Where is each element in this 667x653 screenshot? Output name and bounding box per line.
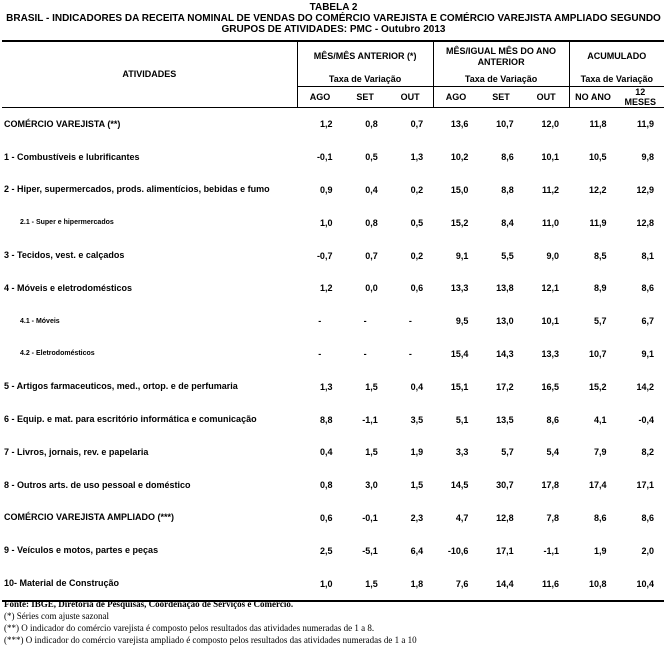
value-cell: 12,8: [496, 512, 514, 523]
value-cell: 2,5: [319, 545, 333, 556]
value-cell: 1,3: [410, 152, 424, 163]
value-cell: 8,5: [593, 250, 607, 261]
value-cell: 7,9: [593, 447, 607, 458]
value-cell: 4,1: [593, 414, 607, 425]
activity-label: 7 - Livros, jornais, rev. e papelaria: [4, 446, 149, 457]
footnote-retail: (**) O indicador do comércio varejista é composto pelos resultados das atividades numeradas de 1 a 8.: [4, 623, 375, 633]
value-cell: 0,2: [410, 250, 424, 261]
value-cell: 0,8: [365, 119, 378, 130]
value-cell: 13,5: [496, 414, 514, 425]
value-cell: 8,4: [501, 217, 514, 228]
activity-label: 3 - Tecidos, vest. e calçados: [4, 250, 125, 261]
activity-label: 5 - Artigos farmaceuticos, med., ortop. e de perfumaria: [4, 381, 238, 392]
value-cell: 1,0: [297, 567, 342, 601]
value-cell: 5,4: [546, 447, 560, 458]
period-header: OUT: [388, 87, 433, 108]
value-cell: -: [408, 348, 412, 359]
value-cell: 11,9: [636, 119, 654, 130]
value-cell: 0,8: [319, 480, 333, 491]
table-number: TABELA 2: [309, 2, 358, 13]
value-cell: -0,4: [638, 414, 654, 425]
value-cell: 10,1: [541, 316, 560, 327]
value-cell: 8,6: [501, 152, 514, 163]
activity-label: 1 - Combustíveis e lubrificantes: [4, 151, 140, 162]
value-cell: 14,5: [450, 480, 469, 491]
value-cell: 3,0: [365, 480, 378, 491]
activity-label: COMÉRCIO VAREJISTA AMPLIADO (***): [4, 512, 175, 523]
activity-label: COMÉRCIO VAREJISTA (**): [4, 118, 121, 129]
value-cell: -: [363, 316, 367, 327]
period-header: AGO: [433, 87, 478, 108]
value-cell: 9,0: [546, 250, 560, 261]
value-cell: 10,2: [450, 152, 469, 163]
value-cell: 12,2: [588, 184, 607, 195]
value-cell: 10,8: [569, 567, 616, 601]
value-cell: 0,8: [365, 217, 378, 228]
group-accumulated-header: ACUMULADO: [569, 41, 664, 71]
value-cell: -1,1: [362, 414, 378, 425]
footnote-seasonal: (*) Séries com ajuste sazonal: [4, 611, 109, 621]
value-cell: 3,3: [455, 447, 469, 458]
value-cell: 17,1: [636, 480, 654, 491]
value-cell: 8,8: [501, 184, 514, 195]
activity-label: 2 - Hiper, supermercados, prods. alimentícios, bebidas e fumo: [4, 184, 270, 195]
value-cell: 7,6: [433, 567, 478, 601]
value-cell: 6,7: [641, 316, 654, 327]
value-cell: 1,9: [410, 447, 424, 458]
value-cell: 5,7: [593, 316, 607, 327]
value-cell: 2,0: [641, 545, 654, 556]
value-cell: 30,7: [496, 480, 514, 491]
value-cell: 0,7: [365, 250, 378, 261]
rate-header: Taxa de Variação: [297, 71, 433, 87]
period-header: SET: [342, 87, 387, 108]
value-cell: 0,4: [319, 447, 333, 458]
value-cell: -10,6: [447, 545, 469, 556]
value-cell: 0,6: [319, 512, 333, 523]
value-cell: 1,8: [388, 567, 433, 601]
table-row: [2, 534, 664, 567]
activity-label: 2.1 - Super e hipermercados: [20, 219, 114, 227]
period-header: SET: [478, 87, 523, 108]
value-cell: 8,6: [641, 512, 654, 523]
value-cell: 0,6: [410, 283, 424, 294]
value-cell: 1,5: [365, 381, 378, 392]
table-row: [2, 502, 664, 535]
value-cell: 4,7: [455, 512, 469, 523]
table-row: [2, 370, 664, 403]
value-cell: 7,8: [546, 512, 560, 523]
table-row: [2, 239, 664, 272]
value-cell: 0,5: [365, 152, 378, 163]
value-cell: 0,5: [410, 217, 424, 228]
table-title: BRASIL - INDICADORES DA RECEITA NOMINAL DE VENDAS DO COMÉRCIO VAREJISTA E COMÉRCIO VAREJISTA AMPLIADO SEGUNDO: [6, 13, 661, 24]
group-month-year-header: MÊS/IGUAL MÊS DO ANO ANTERIOR: [433, 41, 569, 71]
value-cell: 6,4: [410, 545, 424, 556]
value-cell: 0,0: [365, 283, 378, 294]
value-cell: 12,9: [636, 184, 654, 195]
period-header: AGO: [297, 87, 342, 108]
rate-header: Taxa de Variação: [433, 71, 569, 87]
value-cell: 10,5: [588, 152, 607, 163]
value-cell: 8,9: [593, 283, 607, 294]
value-cell: -: [408, 316, 412, 327]
value-cell: -: [318, 348, 322, 359]
value-cell: 0,4: [365, 184, 378, 195]
footnotes: [4, 598, 417, 646]
value-cell: 1,2: [319, 119, 333, 130]
indicators-table: [2, 40, 664, 602]
activity-label: 8 - Outros arts. de uso pessoal e doméstico: [4, 479, 191, 490]
activity-label: 9 - Veículos e motos, partes e peças: [4, 545, 159, 556]
value-cell: 5,7: [501, 447, 514, 458]
value-cell: 1,3: [319, 381, 333, 392]
value-cell: 13,3: [450, 283, 469, 294]
value-cell: -: [318, 316, 322, 327]
value-cell: 10,1: [541, 152, 560, 163]
value-cell: 17,8: [541, 480, 560, 491]
value-cell: 14,3: [496, 348, 514, 359]
value-cell: 8,2: [641, 447, 654, 458]
table-row: [2, 174, 664, 207]
table-row: [2, 469, 664, 502]
table-body: [2, 108, 664, 601]
value-cell: 15,0: [450, 184, 469, 195]
value-cell: 2,3: [410, 512, 424, 523]
value-cell: 15,2: [450, 217, 469, 228]
value-cell: 17,2: [496, 381, 514, 392]
value-cell: 10,4: [616, 567, 664, 601]
value-cell: 9,8: [641, 152, 654, 163]
value-cell: 12,8: [636, 217, 654, 228]
activity-label: 6 - Equip. e mat. para escritório informática e comunicação: [4, 414, 257, 425]
value-cell: 16,5: [541, 381, 560, 392]
value-cell: 9,1: [455, 250, 469, 261]
table-row: [2, 141, 664, 174]
table-title-block: [0, 2, 667, 35]
table-row: [2, 272, 664, 305]
value-cell: 8,1: [641, 250, 654, 261]
value-cell: 1,5: [365, 447, 378, 458]
value-cell: 1,5: [342, 567, 387, 601]
value-cell: 13,6: [450, 119, 469, 130]
value-cell: 11,8: [589, 119, 607, 130]
value-cell: -1,1: [543, 545, 560, 556]
value-cell: 15,4: [450, 348, 469, 359]
footnote-extended-retail: (***) O indicador do comércio varejista ampliado é composto pelos resultados das atividades numeradas de 1 a 10: [4, 635, 417, 645]
value-cell: 8,8: [319, 414, 333, 425]
value-cell: 0,2: [410, 184, 424, 195]
value-cell: 15,2: [588, 381, 607, 392]
value-cell: -: [363, 348, 367, 359]
table-row: [2, 403, 664, 436]
value-cell: 1,2: [319, 283, 333, 294]
group-month-prev-header: MÊS/MÊS ANTERIOR (*): [297, 41, 433, 71]
value-cell: 1,5: [410, 480, 424, 491]
value-cell: 8,6: [546, 414, 560, 425]
value-cell: 17,4: [588, 480, 607, 491]
value-cell: 11,2: [542, 184, 560, 195]
value-cell: 10,7: [496, 119, 514, 130]
value-cell: 11,0: [542, 217, 560, 228]
table-subtitle: GRUPOS DE ATIVIDADES: PMC - Outubro 2013: [221, 24, 446, 35]
table-row: [2, 338, 664, 371]
table-row: [2, 567, 664, 601]
value-cell: 12,1: [541, 283, 560, 294]
rate-header: Taxa de Variação: [569, 71, 664, 87]
value-cell: -0,7: [316, 250, 333, 261]
value-cell: 9,5: [455, 316, 469, 327]
value-cell: 8,6: [641, 283, 654, 294]
value-cell: 13,8: [496, 283, 514, 294]
value-cell: 5,5: [501, 250, 514, 261]
value-cell: 10,7: [588, 348, 607, 359]
activities-header: ATIVIDADES: [2, 41, 297, 108]
activity-label: 10- Material de Construção: [2, 567, 297, 601]
value-cell: 15,1: [450, 381, 469, 392]
value-cell: 11,9: [589, 217, 607, 228]
value-cell: 8,6: [593, 512, 607, 523]
table-row: [2, 206, 664, 239]
value-cell: 0,9: [319, 184, 333, 195]
value-cell: 14,2: [636, 381, 654, 392]
table-row: [2, 108, 664, 141]
activity-label: 4.1 - Móveis: [20, 317, 60, 325]
value-cell: -0,1: [316, 152, 333, 163]
value-cell: 0,4: [410, 381, 424, 392]
activity-label: 4.2 - Eletrodomésticos: [20, 350, 95, 358]
value-cell: 0,7: [410, 119, 424, 130]
value-cell: -5,1: [362, 545, 378, 556]
period-header: OUT: [524, 87, 569, 108]
value-cell: 14,4: [478, 567, 523, 601]
value-cell: 1,0: [319, 217, 333, 228]
table-row: [2, 305, 664, 338]
value-cell: 13,3: [541, 348, 560, 359]
value-cell: 3,5: [410, 414, 424, 425]
period-header: NO ANO: [569, 87, 616, 108]
value-cell: 9,1: [641, 348, 654, 359]
value-cell: -0,1: [362, 512, 378, 523]
value-cell: 13,0: [496, 316, 514, 327]
value-cell: 12,0: [541, 119, 560, 130]
table-row: [2, 436, 664, 469]
value-cell: 11,6: [524, 567, 569, 601]
value-cell: 1,9: [593, 545, 607, 556]
value-cell: 5,1: [455, 414, 469, 425]
value-cell: 17,1: [496, 545, 514, 556]
period-header: 12 MESES: [616, 87, 664, 108]
activity-label: 4 - Móveis e eletrodomésticos: [4, 282, 133, 293]
source-note: Fonte: IBGE, Diretoria de Pesquisas, Coordenação de Serviços e Comércio.: [4, 599, 294, 609]
